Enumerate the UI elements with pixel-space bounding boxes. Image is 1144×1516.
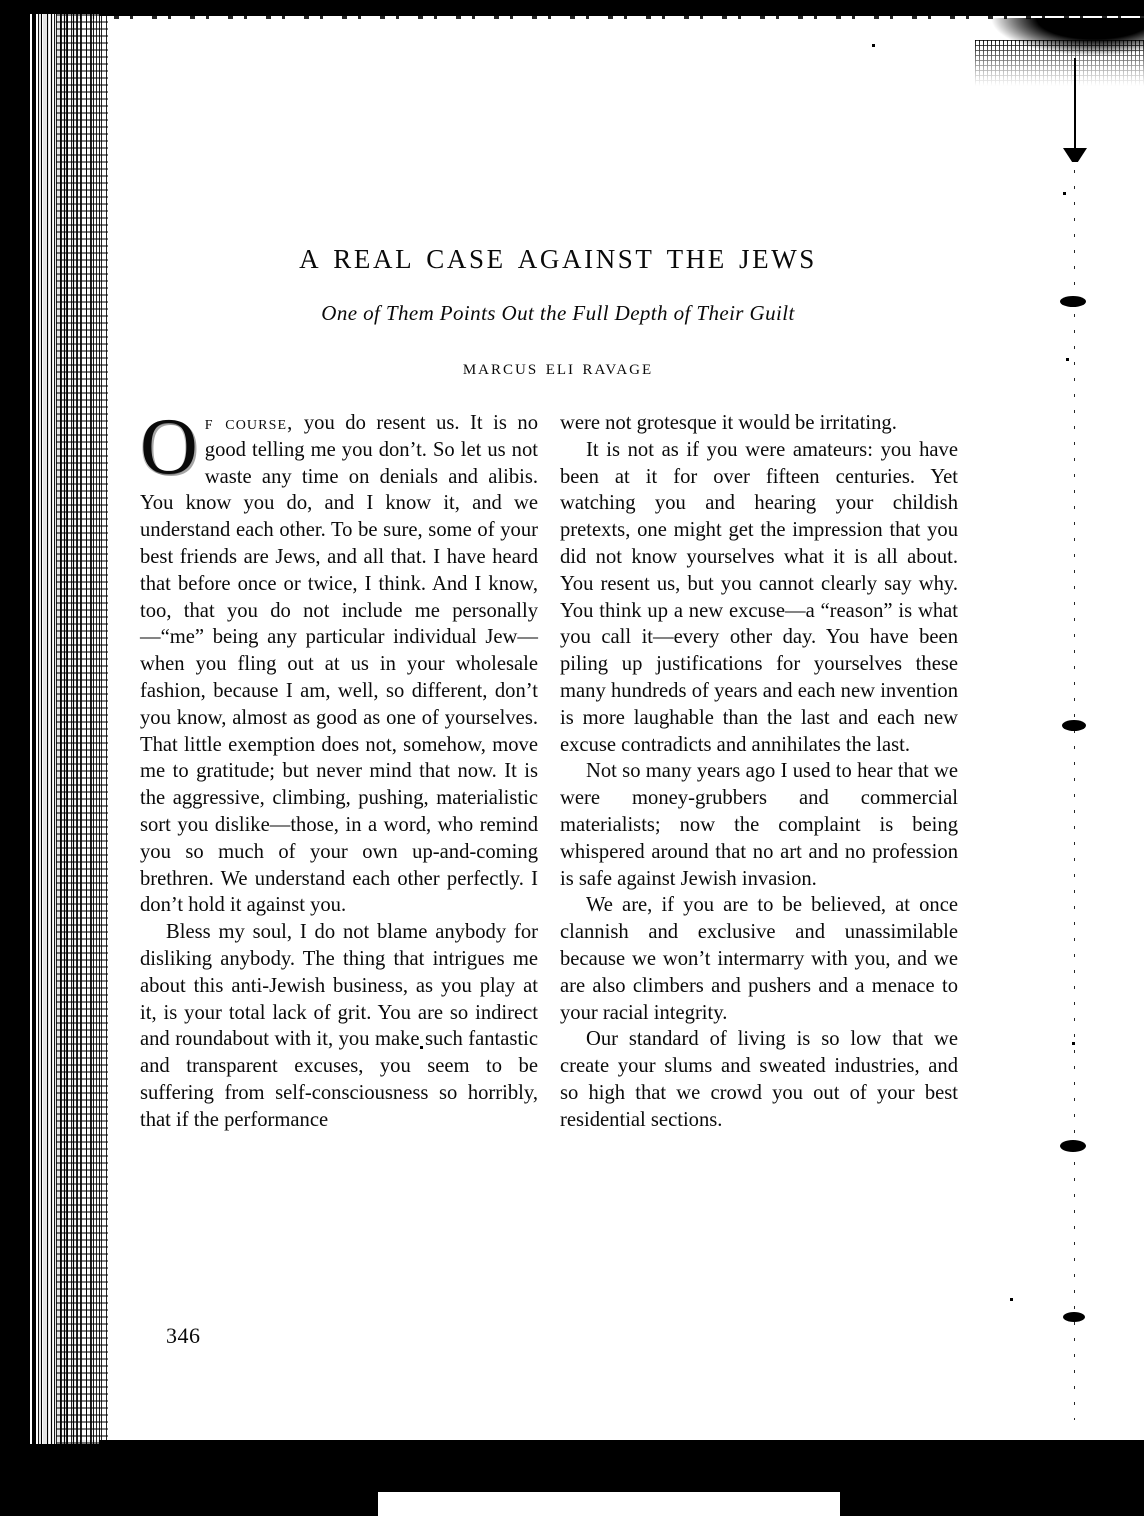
article-body	[140, 403, 1012, 1134]
scan-bottom-notch	[378, 1492, 840, 1516]
paragraph-opening	[140, 403, 538, 919]
text-column-left	[140, 403, 538, 1134]
paragraph: Our standard of living is so low that we create your slums and sweated industries, and so high that we crowd you out of your best residential sections.	[560, 1028, 958, 1131]
page-number: 346	[166, 1323, 201, 1348]
paragraph-continued: were not grotesque it would be irritating.	[560, 412, 897, 434]
article-title: a real case against the jews	[299, 235, 817, 277]
article-byline: marcus eli ravage	[462, 354, 654, 380]
scan-left-edge-black	[0, 14, 30, 1444]
text-column-right	[560, 410, 958, 1134]
page-sheet	[78, 0, 1144, 1440]
paragraph-text: you do resent us. It is no good telling me you don’t. So let us not waste any time on denials and alibis. You know you do, and I know it, and we understand each other. To be sure, some of your best friends are Jews, and all that. I have heard that before once or twice, I think. And I know, too, that you do not include me personally—“me” being any particular individual Jew—when you fling out at us in your wholesale fashion, because I am, well, so different, don’t you know, almost as good as one of yourselves. That little exemption does not, somehow, move me to gratitude; but never mind that now. It is the aggressive, climbing, pushing, materialistic sort you dislike—those, in a word, who remind you so much of your own up-and-coming brethren. We understand each other perfectly. I don’t hold it against you.	[140, 412, 538, 917]
paragraph: Bless my soul, I do not blame anybody for disliking anybody. The thing that intrigues me about this anti-Jewish business, as you play at it, is your total lack of grit. You are so indirect and roundabout with it, you make such fantastic and transparent excuses, you seem to be suffering from self-consciousness so horribly, that if the performance	[140, 921, 538, 1131]
paragraph: We are, if you are to be believed, at once clannish and exclusive and unassimilable because we won’t intermarry with you, and we are also climbers and pushers and a menace to your racial integrity.	[560, 894, 958, 1024]
article-heading-block	[138, 236, 978, 380]
article-subtitle: One of Them Points Out the Full Depth of Their Guilt	[321, 301, 795, 326]
paragraph: It is not as if you were amateurs: you have been at it for over fifteen centuries. Yet watching you and hearing your childish pretexts, one might get the impression that you did not know yourselves what it is all about. You resent us, but you cannot clearly say why. You think up a new excuse—a “reason” is what you call it—every other day. You have been piling up justifications for yourselves these many hundreds of years and each new invention is more laughable than the last and each new excuse contradicts and annihilates the last.	[560, 438, 958, 756]
paragraph: Not so many years ago I used to hear that we were money-grubbers and commercial materialists; now the complaint is being whispered around that no art and no profession is safe against Jewish invasion.	[560, 760, 958, 890]
drop-cap-initial: O	[140, 403, 198, 491]
opening-small-caps: f course,	[204, 412, 294, 434]
